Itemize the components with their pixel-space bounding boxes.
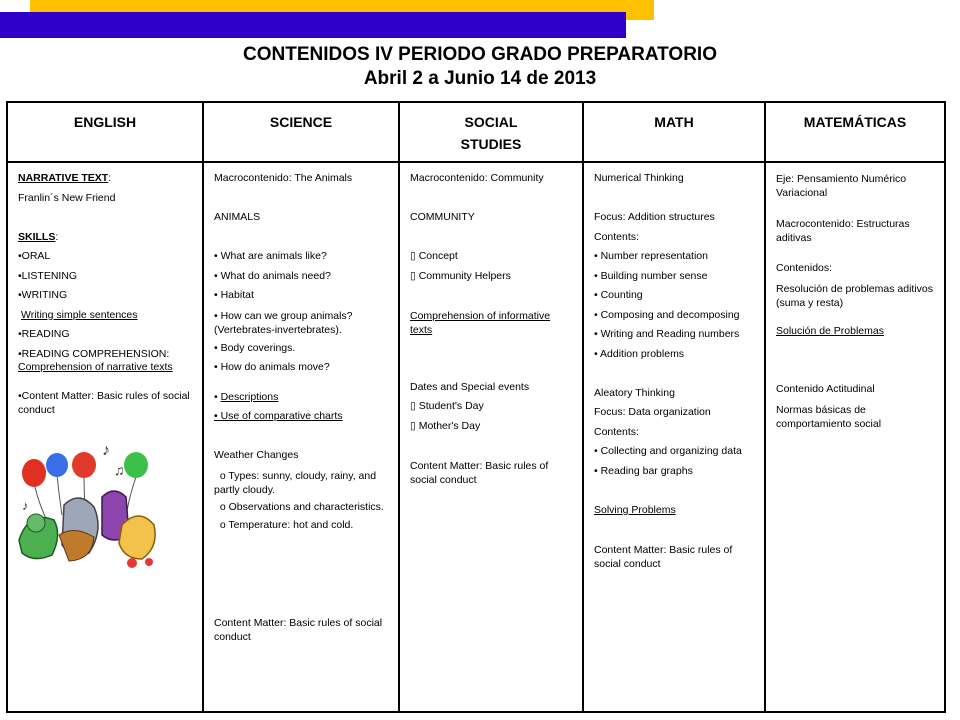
math-item-5: • Writing and Reading numbers bbox=[594, 328, 740, 340]
math-focus-addition: Focus: Addition structures bbox=[594, 211, 715, 223]
story-title: Franlin´s New Friend bbox=[18, 191, 116, 204]
matematicas-normas: Normas básicas de comportamiento social bbox=[776, 403, 882, 430]
matematicas-contenidos: Contenidos: bbox=[776, 262, 833, 274]
skills-label: SKILLS bbox=[18, 230, 56, 243]
social-item-helpers: ▯ Community Helpers bbox=[410, 269, 511, 282]
content-row bbox=[7, 162, 945, 712]
science-descriptions-line bbox=[214, 388, 391, 408]
social-dates: Dates and Special events bbox=[410, 380, 530, 393]
skills-line bbox=[18, 228, 195, 248]
hedgehog-shape bbox=[59, 530, 94, 561]
english-cell bbox=[7, 162, 203, 712]
science-bullet-1: • What are animals like? bbox=[214, 250, 327, 262]
math-item-1: • Number representation bbox=[594, 250, 708, 262]
matematicas-actitudinal: Contenido Actitudinal bbox=[776, 383, 875, 395]
page-title bbox=[0, 43, 960, 91]
social-content-matter: Content Matter: Basic rules of social conduct bbox=[410, 459, 549, 486]
narrative-line bbox=[18, 169, 195, 189]
math-item-8: • Reading bar graphs bbox=[594, 464, 693, 477]
social-item-concept: ▯ Concept bbox=[410, 250, 458, 262]
svg-text:♫: ♫ bbox=[114, 462, 125, 478]
science-cell bbox=[203, 162, 399, 712]
green-balloon bbox=[124, 452, 148, 478]
reading-comprehension-sub: Comprehension of narrative texts bbox=[18, 361, 173, 373]
skill-listening: •LISTENING bbox=[18, 269, 78, 282]
science-charts: • Use of comparative charts bbox=[214, 410, 343, 422]
science-bullet-2: • What do animals need? bbox=[214, 269, 331, 282]
social-studies-cell bbox=[399, 162, 583, 712]
social-topic: COMMUNITY bbox=[410, 211, 475, 223]
red-balloon bbox=[22, 459, 46, 487]
science-descriptions: Descriptions bbox=[220, 390, 279, 403]
skill-reading-comprehension: •READING COMPREHENSION: bbox=[18, 347, 170, 360]
blue-balloon bbox=[46, 453, 68, 477]
science-observations: o Observations and characteristics. bbox=[214, 500, 384, 513]
science-content-matter: Content Matter: Basic rules of social conduct bbox=[214, 617, 383, 643]
matematicas-eje: Eje: Pensamiento Numérico Variacional bbox=[776, 173, 907, 199]
header-social-line1: SOCIAL bbox=[464, 114, 518, 130]
header-english: ENGLISH bbox=[7, 102, 203, 162]
fox-shape bbox=[119, 516, 155, 559]
narrative-colon: : bbox=[108, 172, 112, 184]
matematicas-resolucion: Resolución de problemas aditivos (suma y resta) bbox=[776, 282, 934, 309]
math-contents-1: Contents: bbox=[594, 230, 639, 243]
science-bullet-5: • How do animals move? bbox=[214, 361, 330, 373]
math-item-6: • Addition problems bbox=[594, 347, 685, 360]
header-row bbox=[7, 102, 945, 162]
animals-clipart-image bbox=[14, 435, 164, 570]
science-macro: Macrocontenido: The Animals bbox=[214, 172, 353, 184]
skill-oral: •ORAL bbox=[18, 250, 51, 262]
blue-accent-bar bbox=[0, 12, 626, 38]
matematicas-cell bbox=[765, 162, 945, 712]
math-item-7: • Collecting and organizing data bbox=[594, 445, 742, 457]
science-types: o Types: sunny, cloudy, rainy, and partly cloudy. bbox=[214, 469, 379, 496]
science-bullet-3: • Habitat bbox=[214, 289, 254, 301]
matematicas-solucion: Solución de Problemas bbox=[776, 324, 884, 337]
math-solving-problems: Solving Problems bbox=[594, 503, 676, 516]
science-group: • How can we group animals? (Vertebrates-invertebrates). bbox=[214, 309, 353, 336]
math-item-4: • Composing and decomposing bbox=[594, 308, 740, 321]
social-comprehension: Comprehension of informative texts bbox=[410, 309, 551, 336]
red-balloon-2 bbox=[72, 452, 96, 478]
descriptions-bullet: • bbox=[214, 390, 221, 403]
math-contents-2: Contents: bbox=[594, 425, 639, 438]
math-focus-data: Focus: Data organization bbox=[594, 406, 711, 418]
math-item-2: • Building number sense bbox=[594, 269, 708, 282]
science-topic: ANIMALS bbox=[214, 211, 261, 223]
skill-reading: •READING bbox=[18, 328, 70, 340]
header-science: SCIENCE bbox=[203, 102, 399, 162]
science-bullet-4: • Body coverings. bbox=[214, 341, 296, 354]
math-item-3: • Counting bbox=[594, 289, 643, 301]
math-content-matter: Content Matter: Basic rules of social conduct bbox=[594, 543, 733, 570]
social-event-mothers-day: ▯ Mother's Day bbox=[410, 419, 481, 432]
title-line-1: CONTENIDOS IV PERIODO GRADO PREPARATORIO bbox=[243, 44, 717, 65]
english-content-matter: •Content Matter: Basic rules of social conduct bbox=[18, 390, 190, 416]
science-temperature: o Temperature: hot and cold. bbox=[214, 518, 354, 531]
music-note-icon: ♪ bbox=[102, 442, 110, 459]
header-matematicas: MATEMÁTICAS bbox=[765, 102, 945, 162]
math-aleatory-thinking: Aleatory Thinking bbox=[594, 386, 675, 399]
social-macro: Macrocontenido: Community bbox=[410, 172, 544, 184]
contents-table bbox=[6, 101, 946, 713]
writing-sub: Writing simple sentences bbox=[21, 308, 138, 321]
skill-writing: •WRITING bbox=[18, 289, 68, 301]
header-social-line2: STUDIES bbox=[460, 136, 522, 152]
header-math: MATH bbox=[583, 102, 765, 162]
svg-text:♪: ♪ bbox=[22, 498, 29, 513]
matematicas-macro: Macrocontenido: Estructuras aditivas bbox=[776, 218, 910, 244]
title-line-2: Abril 2 a Junio 14 de 2013 bbox=[363, 68, 597, 89]
skills-colon: : bbox=[55, 230, 59, 243]
header-social-studies bbox=[399, 102, 583, 162]
math-numerical-thinking: Numerical Thinking bbox=[594, 172, 684, 184]
science-weather: Weather Changes bbox=[214, 449, 299, 461]
narrative-label: NARRATIVE TEXT bbox=[18, 172, 109, 184]
social-event-students-day: ▯ Student's Day bbox=[410, 400, 484, 412]
math-cell bbox=[583, 162, 765, 712]
